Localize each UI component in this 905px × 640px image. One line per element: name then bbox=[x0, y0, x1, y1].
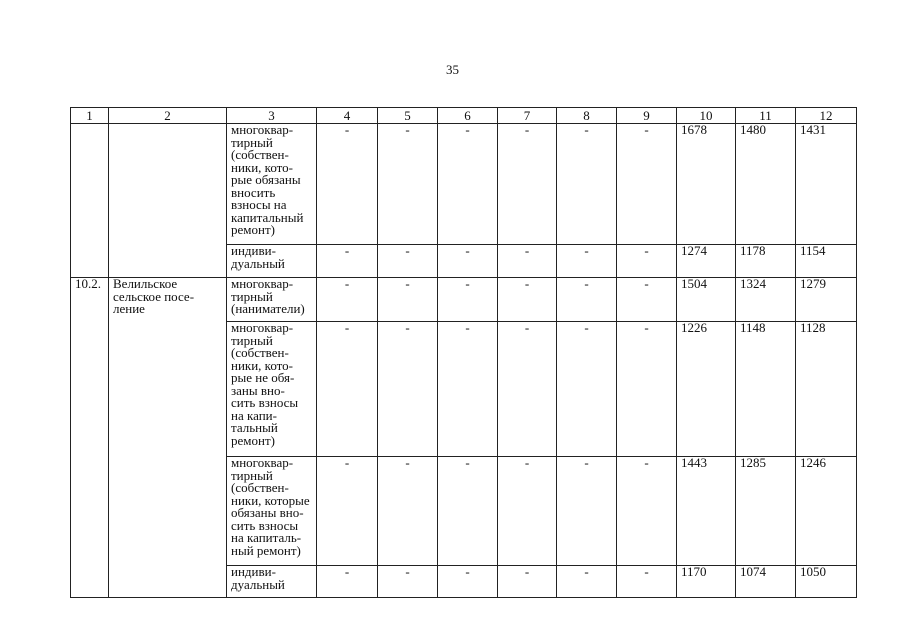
housing-type-cell: многоквар- тирный (собствен- ники, которые обязаны вно- сить взносы на капиталь- ный ремонт) bbox=[227, 457, 317, 566]
value-cell: - bbox=[498, 322, 557, 457]
value-cell: 1226 bbox=[677, 322, 736, 457]
value-cell: - bbox=[378, 278, 438, 322]
column-header: 3 bbox=[227, 108, 317, 124]
value-cell: - bbox=[378, 322, 438, 457]
table-row bbox=[71, 124, 857, 245]
code-cell bbox=[71, 124, 109, 278]
column-header: 4 bbox=[317, 108, 378, 124]
value-cell: - bbox=[317, 566, 378, 598]
value-cell: 1128 bbox=[796, 322, 857, 457]
table-body bbox=[71, 124, 857, 598]
value-cell: - bbox=[378, 124, 438, 245]
rates-table bbox=[70, 107, 857, 598]
value-cell: - bbox=[557, 245, 617, 278]
value-cell: 1178 bbox=[736, 245, 796, 278]
value-cell: - bbox=[378, 245, 438, 278]
column-header: 1 bbox=[71, 108, 109, 124]
value-cell: - bbox=[317, 457, 378, 566]
value-cell: 1678 bbox=[677, 124, 736, 245]
value-cell: - bbox=[617, 245, 677, 278]
housing-type-cell: индиви- дуальный bbox=[227, 566, 317, 598]
column-header: 12 bbox=[796, 108, 857, 124]
table-row bbox=[71, 278, 857, 322]
value-cell: - bbox=[317, 124, 378, 245]
column-header: 5 bbox=[378, 108, 438, 124]
value-cell: 1170 bbox=[677, 566, 736, 598]
value-cell: - bbox=[317, 278, 378, 322]
settlement-cell bbox=[109, 124, 227, 278]
value-cell: 1074 bbox=[736, 566, 796, 598]
value-cell: - bbox=[498, 566, 557, 598]
value-cell: - bbox=[617, 566, 677, 598]
column-header: 11 bbox=[736, 108, 796, 124]
value-cell: - bbox=[438, 322, 498, 457]
value-cell: - bbox=[498, 278, 557, 322]
value-cell: - bbox=[617, 278, 677, 322]
value-cell: - bbox=[378, 566, 438, 598]
value-cell: - bbox=[317, 245, 378, 278]
column-header: 10 bbox=[677, 108, 736, 124]
value-cell: 1324 bbox=[736, 278, 796, 322]
value-cell: 1480 bbox=[736, 124, 796, 245]
value-cell: - bbox=[438, 457, 498, 566]
value-cell: 1285 bbox=[736, 457, 796, 566]
column-header: 8 bbox=[557, 108, 617, 124]
page-number: 35 bbox=[446, 62, 459, 77]
value-cell: 1154 bbox=[796, 245, 857, 278]
code-cell: 10.2. bbox=[71, 278, 109, 598]
value-cell: - bbox=[617, 124, 677, 245]
housing-type-cell: многоквар- тирный (собствен- ники, кото- рые не обя- заны вно- сить взносы на капи- тальный ремонт) bbox=[227, 322, 317, 457]
value-cell: - bbox=[557, 278, 617, 322]
value-cell: - bbox=[498, 124, 557, 245]
header-row bbox=[71, 108, 857, 124]
column-header: 9 bbox=[617, 108, 677, 124]
housing-type-cell: многоквар- тирный (наниматели) bbox=[227, 278, 317, 322]
value-cell: - bbox=[617, 322, 677, 457]
value-cell: 1274 bbox=[677, 245, 736, 278]
value-cell: - bbox=[557, 566, 617, 598]
column-header: 2 bbox=[109, 108, 227, 124]
value-cell: - bbox=[557, 457, 617, 566]
value-cell: 1148 bbox=[736, 322, 796, 457]
value-cell: 1246 bbox=[796, 457, 857, 566]
housing-type-cell: индиви- дуальный bbox=[227, 245, 317, 278]
value-cell: - bbox=[498, 457, 557, 566]
value-cell: - bbox=[557, 322, 617, 457]
value-cell: 1504 bbox=[677, 278, 736, 322]
column-header: 7 bbox=[498, 108, 557, 124]
value-cell: - bbox=[317, 322, 378, 457]
value-cell: - bbox=[617, 457, 677, 566]
value-cell: 1050 bbox=[796, 566, 857, 598]
value-cell: - bbox=[438, 245, 498, 278]
housing-type-cell: многоквар- тирный (собствен- ники, кото- рые обязаны вносить взносы на капитальный ремонт) bbox=[227, 124, 317, 245]
value-cell: 1279 bbox=[796, 278, 857, 322]
settlement-cell: Велильское сельское посе- ление bbox=[109, 278, 227, 598]
value-cell: - bbox=[498, 245, 557, 278]
value-cell: - bbox=[378, 457, 438, 566]
value-cell: - bbox=[438, 566, 498, 598]
value-cell: 1431 bbox=[796, 124, 857, 245]
value-cell: - bbox=[557, 124, 617, 245]
value-cell: 1443 bbox=[677, 457, 736, 566]
column-header: 6 bbox=[438, 108, 498, 124]
value-cell: - bbox=[438, 124, 498, 245]
value-cell: - bbox=[438, 278, 498, 322]
